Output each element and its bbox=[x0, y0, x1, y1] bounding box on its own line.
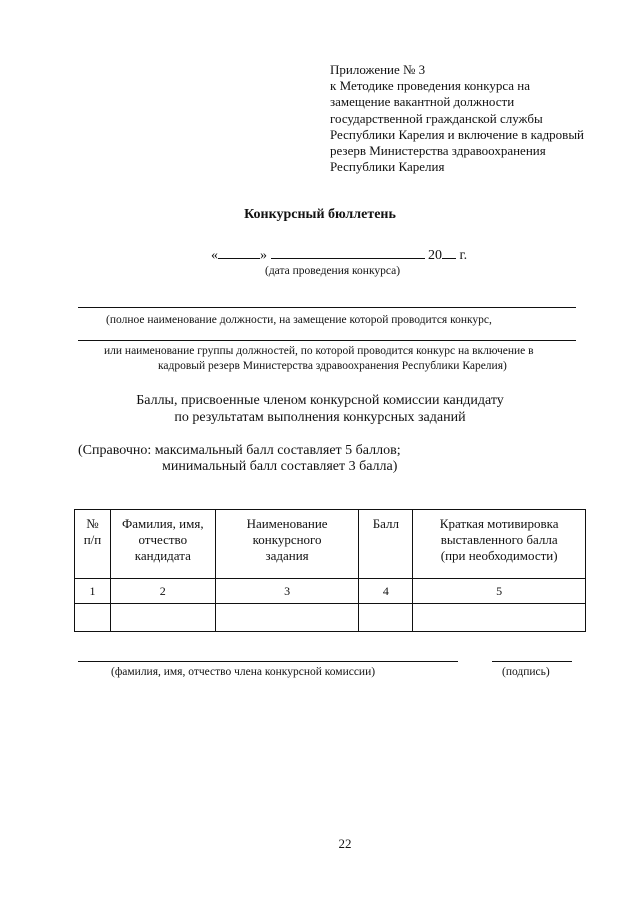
appendix-line: Республики Карелия bbox=[330, 159, 445, 175]
year-blank[interactable] bbox=[442, 246, 456, 259]
member-name-caption: (фамилия, имя, отчество члена конкурсной комиссии) bbox=[111, 666, 376, 678]
position-name-line[interactable] bbox=[78, 307, 576, 308]
table-row bbox=[75, 604, 586, 632]
header-line: выставленного балла bbox=[440, 532, 558, 547]
page-number: 22 bbox=[338, 836, 352, 851]
empty-cell[interactable] bbox=[359, 604, 413, 632]
header-line: Балл bbox=[372, 516, 400, 531]
year-prefix: 20 bbox=[428, 248, 442, 263]
header-score bbox=[359, 510, 413, 579]
header-line: конкурсного bbox=[252, 532, 322, 547]
table-number-row bbox=[75, 579, 586, 604]
header-line: п/п bbox=[83, 532, 102, 547]
reference-note-line-2: минимальный балл составляет 3 балла) bbox=[162, 459, 398, 474]
member-name-line[interactable] bbox=[78, 661, 458, 662]
empty-cell[interactable] bbox=[215, 604, 359, 632]
scores-table bbox=[74, 509, 586, 632]
date-caption: (дата проведения конкурса) bbox=[265, 265, 401, 277]
header-motivation bbox=[413, 510, 586, 579]
reference-note-line-1: (Справочно: максимальный балл составляет 5 баллов; bbox=[78, 443, 401, 458]
group-caption: или наименование группы должностей, по которой проводится конкурс на включение в bbox=[104, 345, 534, 357]
day-blank[interactable] bbox=[218, 246, 260, 259]
appendix-block bbox=[330, 62, 630, 175]
header-line: отчество bbox=[138, 532, 188, 547]
scores-heading-line: Баллы, присвоенные членом конкурсной комиссии кандидату bbox=[136, 393, 504, 408]
year-suffix: г. bbox=[456, 248, 468, 263]
header-line: № bbox=[86, 516, 99, 531]
header-line: Краткая мотивировка bbox=[439, 516, 559, 531]
month-blank[interactable] bbox=[271, 246, 425, 259]
empty-cell[interactable] bbox=[413, 604, 586, 632]
column-number-cell: 1 bbox=[75, 579, 111, 604]
open-quote: « bbox=[211, 248, 218, 263]
empty-cell[interactable] bbox=[75, 604, 111, 632]
header-line: кандидата bbox=[134, 548, 191, 563]
appendix-line: Республики Карелия и включение в кадровый bbox=[330, 126, 585, 142]
appendix-line: резерв Министерства здравоохранения bbox=[330, 143, 546, 159]
appendix-line: замещение вакантной должности bbox=[330, 94, 515, 110]
appendix-line: государственной гражданской службы bbox=[330, 110, 543, 126]
appendix-line: Приложение № 3 bbox=[330, 62, 426, 77]
column-number-cell: 4 bbox=[359, 579, 413, 604]
page-title: Конкурсный бюллетень bbox=[244, 207, 396, 222]
column-number-cell: 5 bbox=[413, 579, 586, 604]
scores-heading bbox=[0, 392, 640, 426]
column-number-cell: 2 bbox=[110, 579, 215, 604]
date-line bbox=[211, 246, 467, 264]
header-line: (при необходимости) bbox=[440, 548, 558, 563]
close-quote: » bbox=[260, 248, 267, 263]
position-caption: (полное наименование должности, на замещение которой проводится конкурс, bbox=[106, 314, 492, 326]
header-line: Наименование bbox=[246, 516, 328, 531]
column-number-cell: 3 bbox=[215, 579, 359, 604]
table-header-row bbox=[75, 510, 586, 579]
appendix-line: к Методике проведения конкурса на bbox=[330, 78, 531, 94]
header-line: задания bbox=[265, 548, 309, 563]
header-task-name bbox=[215, 510, 359, 579]
reserve-caption: кадровый резерв Министерства здравоохранения Республики Карелия) bbox=[158, 360, 507, 372]
empty-cell[interactable] bbox=[110, 604, 215, 632]
header-number bbox=[75, 510, 111, 579]
header-line: Фамилия, имя, bbox=[122, 516, 204, 531]
scores-heading-line: по результатам выполнения конкурсных заданий bbox=[174, 410, 466, 425]
signature-line[interactable] bbox=[492, 661, 572, 662]
signature-caption: (подпись) bbox=[502, 666, 550, 678]
position-group-line[interactable] bbox=[78, 340, 576, 341]
header-candidate-name bbox=[110, 510, 215, 579]
